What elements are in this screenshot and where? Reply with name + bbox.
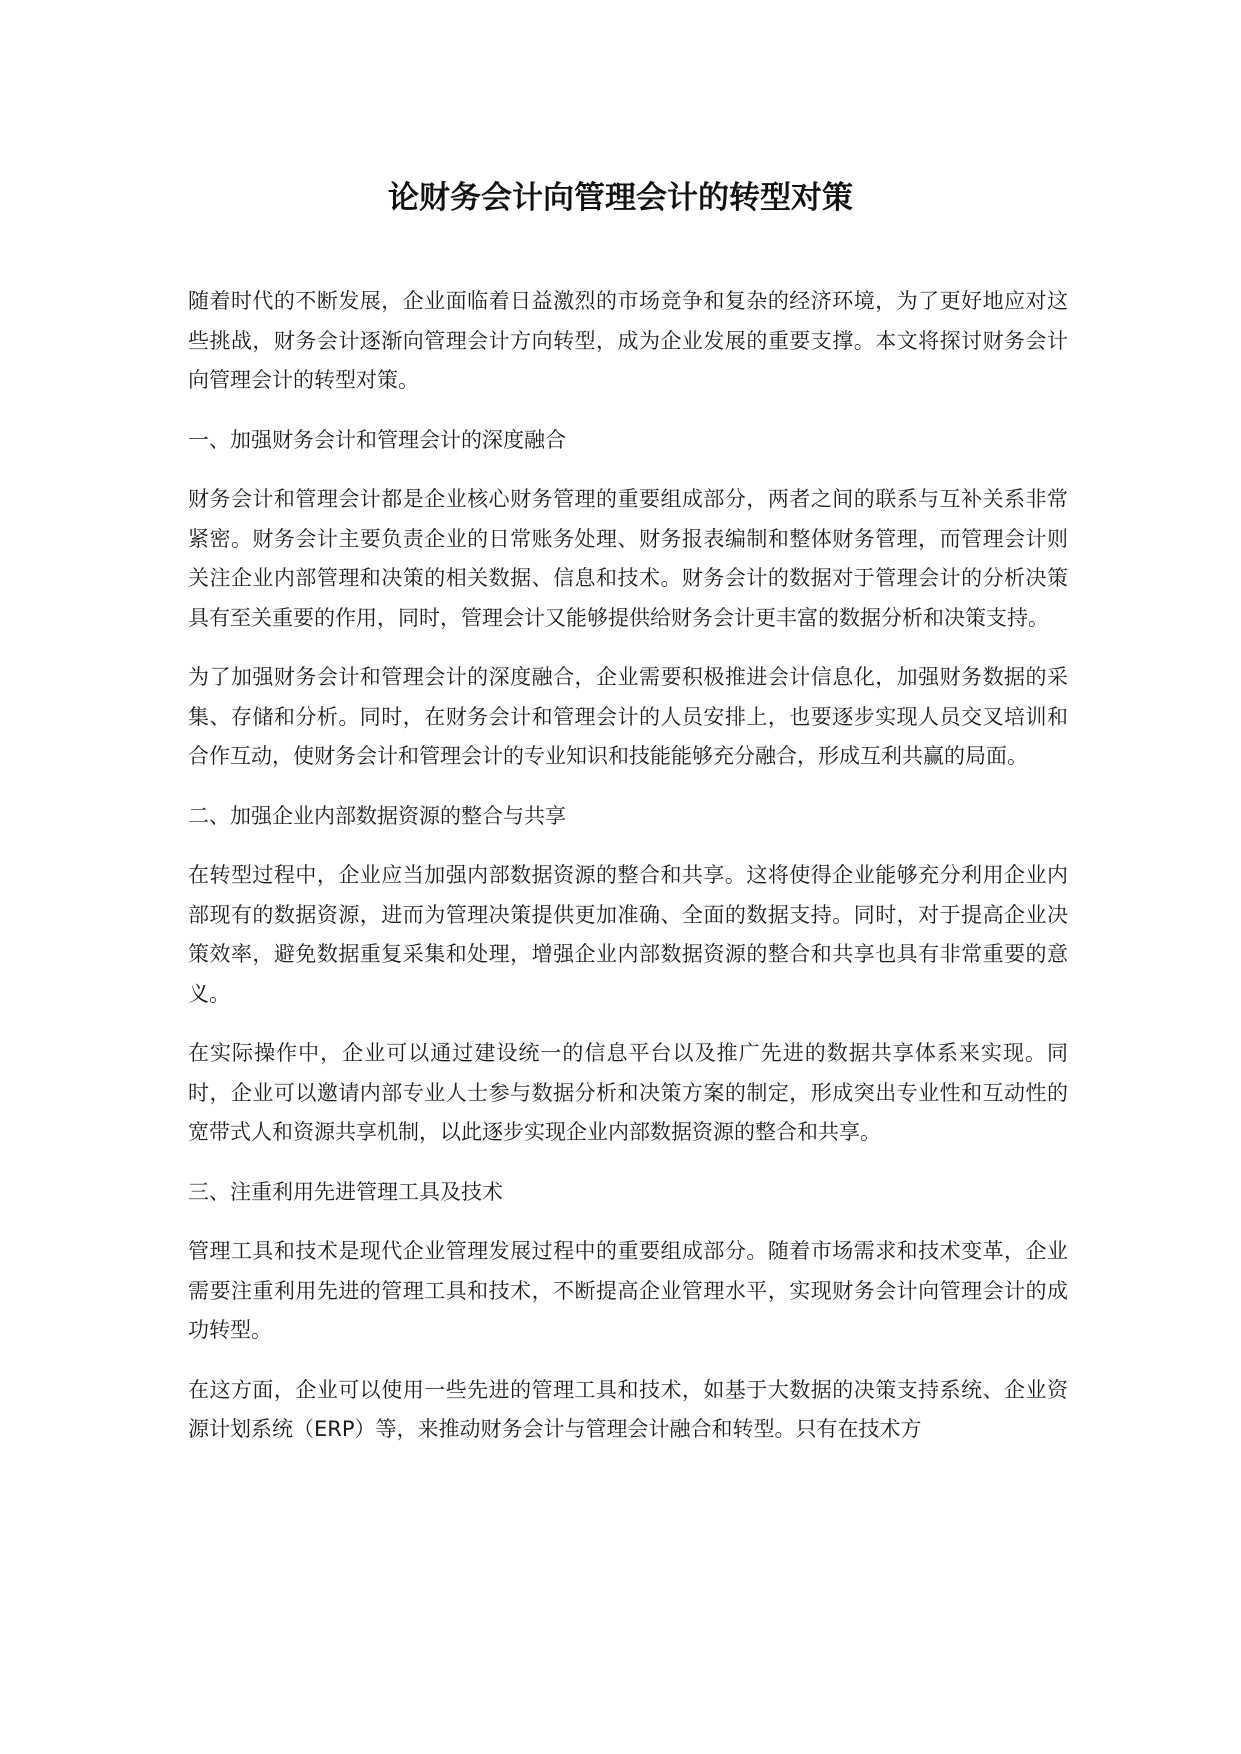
paragraph-1a: 财务会计和管理会计都是企业核心财务管理的重要组成部分，两者之间的联系与互补关系非常紧密。财务会计主要负责企业的日常账务处理、财务报表编制和整体财务管理，而管理会计则关注企业内部管理和决策的相关数据、信息和技术。财务会计的数据对于管理会计的分析决策具有至关重要的作用，同时，管理会计又能够提供给财务会计更丰富的数据分析和决策支持。 [188, 487, 1068, 630]
section-heading-2: 二、加强企业内部数据资源的整合与共享 [188, 803, 566, 828]
paragraph-1b: 为了加强财务会计和管理会计的深度融合，企业需要积极推进会计信息化，加强财务数据的采集、存储和分析。同时，在财务会计和管理会计的人员安排上，也要逐步实现人员交叉培训和合作互动，使财务会计和管理会计的专业知识和技能能够充分融合，形成互利共赢的局面。 [188, 665, 1068, 768]
paragraph-3b: 在这方面，企业可以使用一些先进的管理工具和技术，如基于大数据的决策支持系统、企业资源计划系统（ERP）等，来推动财务会计与管理会计融合和转型。只有在技术方 [188, 1377, 1068, 1441]
paragraph-2b: 在实际操作中，企业可以通过建设统一的信息平台以及推广先进的数据共享体系来实现。同时，企业可以邀请内部专业人士参与数据分析和决策方案的制定，形成突出专业性和互动性的宽带式人和资源共享机制，以此逐步实现企业内部数据资源的整合和共享。 [188, 1041, 1068, 1144]
paragraph-3a: 管理工具和技术是现代企业管理发展过程中的重要组成部分。随着市场需求和技术变革，企业需要注重利用先进的管理工具和技术，不断提高企业管理水平，实现财务会计向管理会计的成功转型。 [188, 1239, 1068, 1342]
document-title: 论财务会计向管理会计的转型对策 [388, 180, 853, 216]
section-heading-1: 一、加强财务会计和管理会计的深度融合 [188, 427, 566, 452]
section-heading-3: 三、注重利用先进管理工具及技术 [188, 1179, 503, 1204]
paragraph-2a: 在转型过程中，企业应当加强内部数据资源的整合和共享。这将使得企业能够充分利用企业内部现有的数据资源，进而为管理决策提供更加准确、全面的数据支持。同时，对于提高企业决策效率，避免数据重复采集和处理，增强企业内部数据资源的整合和共享也具有非常重要的意义。 [188, 863, 1068, 1006]
paragraph-intro: 随着时代的不断发展，企业面临着日益激烈的市场竞争和复杂的经济环境，为了更好地应对这些挑战，财务会计逐渐向管理会计方向转型，成为企业发展的重要支撑。本文将探讨财务会计向管理会计的转型对策。 [188, 289, 1068, 392]
document-body [188, 282, 1068, 1470]
